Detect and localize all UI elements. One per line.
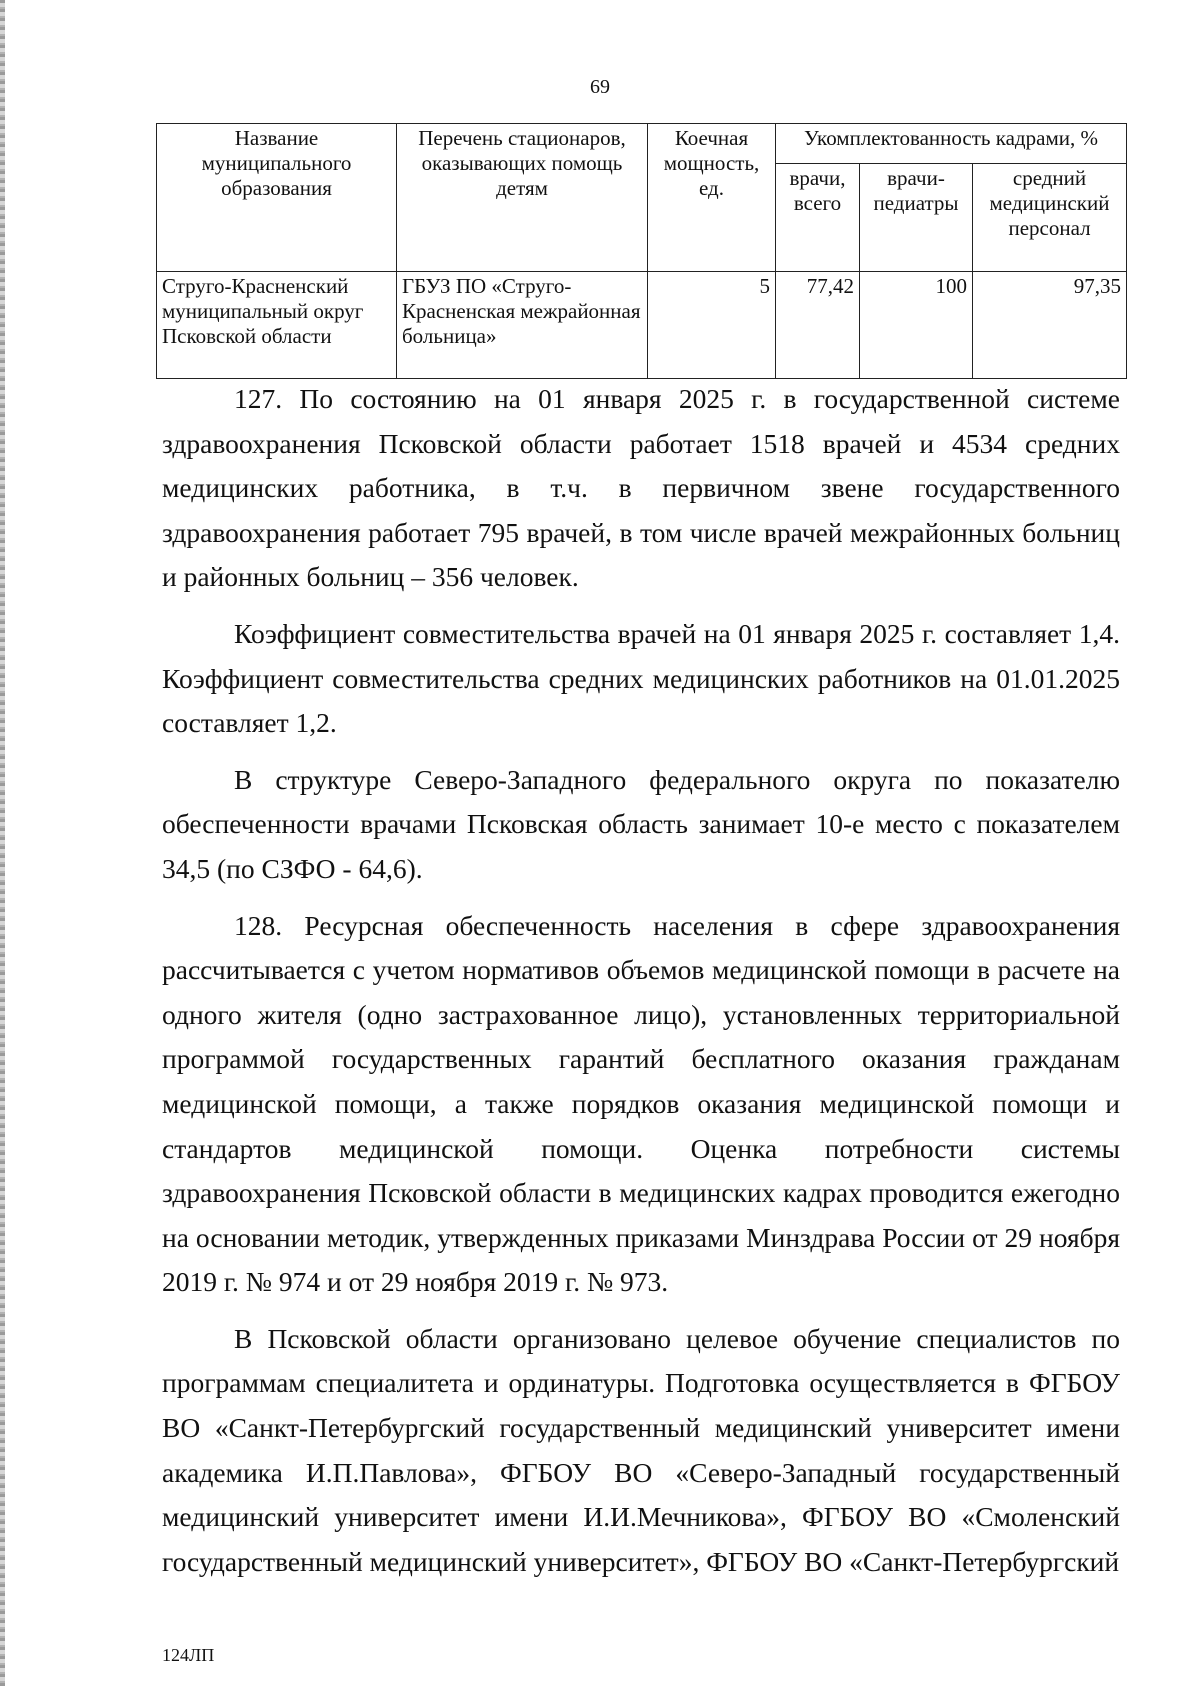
header-beds: Коечная мощность, ед.	[648, 124, 776, 272]
cell-municipality: Струго-Красненский муниципальный округ Псковской области	[157, 271, 397, 378]
table-row	[157, 271, 1127, 378]
scan-edge	[0, 0, 5, 1686]
cell-hospital: ГБУЗ ПО «Струго-Красненская межрайонная больница»	[397, 271, 648, 378]
paragraph-szfo: В структуре Северо-Западного федерального округа по показателю обеспеченности врачами Псковская область занимает 10-е место с показателем 34,5 (по СЗФО - 64,6).	[162, 763, 1120, 884]
paragraph-127: 127. По состоянию на 01 января 2025 г. в государственной системе здравоохранения Псковской области работает 1518 врачей и 4534 средних медицинских работника, в т.ч. в первичном звене государственного здравоохранения работает 795 врачей, в том числе врачей межрайонных больниц и районных больниц – 356 человек.	[162, 383, 1120, 593]
paragraph-128: 128. Ресурсная обеспеченность населения в сфере здравоохранения рассчитывается с учетом нормативов объемов медицинской помощи в расчете на одного жителя (одно застрахованное лицо), установленных территориальной программой государственных гарантий бесплатного оказания гражданам медицинской помощи, а также порядков оказания медицинской помощи и стандартов медицинской помощи. Оценка потребности системы здравоохранения Псковской области в медицинских кадрах проводится ежегодно на основании методик, утвержденных приказами Минздрава России от 29 ноября 2019 г. № 974 и от 29 ноября 2019 г. № 973.	[162, 909, 1120, 1298]
staffing-table	[156, 123, 1127, 379]
paragraph-training: В Псковской области организовано целевое обучение специалистов по программам специалитета и ординатуры. Подготовка осуществляется в ФГБОУ ВО «Санкт-Петербургский государственный медицинский университет имени академика И.П.Павлова», ФГБОУ ВО «Северо-Западный государственный медицинский университет имени И.И.Мечникова», ФГБОУ ВО «Смоленский государственный медицинский университет», ФГБОУ ВО «Санкт-Петербургский	[162, 1322, 1120, 1577]
header-doctors-total: врачи, всего	[776, 164, 860, 271]
header-hospitals: Перечень стационаров, оказывающих помощь детям	[397, 124, 648, 272]
header-pediatricians: врачи-педиатры	[860, 164, 973, 271]
page-number: 69	[590, 76, 610, 98]
header-staffing: Укомплектованность кадрами, %	[776, 124, 1127, 164]
footer-code: 124ЛП	[162, 1645, 215, 1665]
cell-beds: 5	[648, 271, 776, 378]
cell-doctors-total: 77,42	[776, 271, 860, 378]
body-text	[162, 377, 1120, 1584]
cell-pediatricians: 100	[860, 271, 973, 378]
table-header-row	[157, 124, 1127, 164]
cell-nurses: 97,35	[973, 271, 1127, 378]
header-nurses: средний медицинский персонал	[973, 164, 1127, 271]
header-municipality: Название муниципального образования	[157, 124, 397, 272]
paragraph-coefficient: Коэффициент совместительства врачей на 01 января 2025 г. составляет 1,4. Коэффициент совместительства средних медицинских работников на 01.01.2025 составляет 1,2.	[162, 617, 1120, 739]
